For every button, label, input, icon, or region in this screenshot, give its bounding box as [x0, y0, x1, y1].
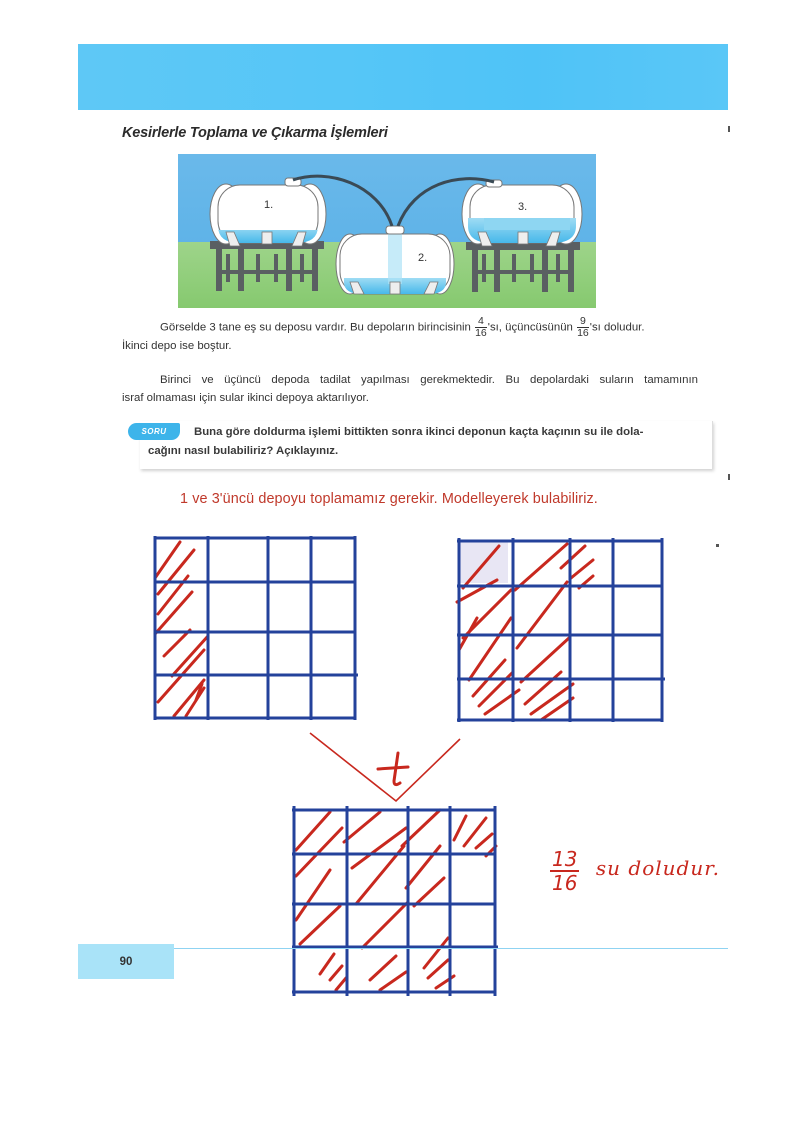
- hatching-result-grid: [296, 810, 496, 990]
- svg-text:3.: 3.: [518, 201, 528, 213]
- tank-2: [336, 226, 454, 294]
- plus-connector: [300, 725, 480, 805]
- model-grid-2: [455, 538, 665, 722]
- soru-badge: SORU: [128, 423, 180, 440]
- plus-icon: [378, 753, 408, 785]
- svg-text:2.: 2.: [418, 252, 428, 264]
- section-title: Kesirlerle Toplama ve Çıkarma İşlemleri: [122, 125, 388, 141]
- question-text: Buna göre doldurma işlemi bittikten sonra ikinci deponun kaçta kaçının su ile dola- cağını nasıl bulabiliriz? Açıklayınız.: [148, 426, 644, 457]
- result-fraction: $\frac{13}{16}$: [552, 847, 578, 895]
- fraction-9-16: $\frac{9}{16}$: [577, 315, 589, 339]
- result-grid: [290, 806, 500, 996]
- margin-mark: [728, 126, 730, 132]
- header-band: [78, 44, 728, 110]
- paragraph-2: Birinci ve üçüncü depoda tadilat yapılması gerekmektedir. Bu depolardaki suların tamamının israf olmaması için sular ikinci depoya aktarılıyor.: [122, 374, 698, 404]
- margin-mark: [728, 474, 730, 480]
- model-grid-1: [152, 536, 358, 720]
- fraction-4-16: $\frac{4}{16}$: [475, 315, 487, 339]
- hatching-grid-1: [155, 542, 208, 716]
- water-tanks-illustration: [178, 154, 596, 308]
- handwritten-result: $\frac{13}{16}$ su doludur.: [552, 847, 720, 895]
- page-number: 90: [78, 944, 174, 979]
- svg-text:1.: 1.: [264, 199, 274, 211]
- margin-mark: [716, 544, 719, 547]
- tank-1: [210, 178, 326, 246]
- paragraph-1: Görselde 3 tane eş su deposu vardır. Bu depoların birincisinin $\frac{4}{16}$ 'sı, üçüncüsünün $\frac{9}{16}$ 'sı doludur. İkinci depo ise boştur.: [122, 315, 645, 352]
- answer-text: 1 ve 3'üncü depoyu toplamamız gerekir. Modelleyerek bulabiliriz.: [180, 491, 598, 507]
- tank-3: [462, 180, 582, 246]
- footer-rule: [174, 948, 728, 949]
- hatching-grid-2: [457, 544, 593, 720]
